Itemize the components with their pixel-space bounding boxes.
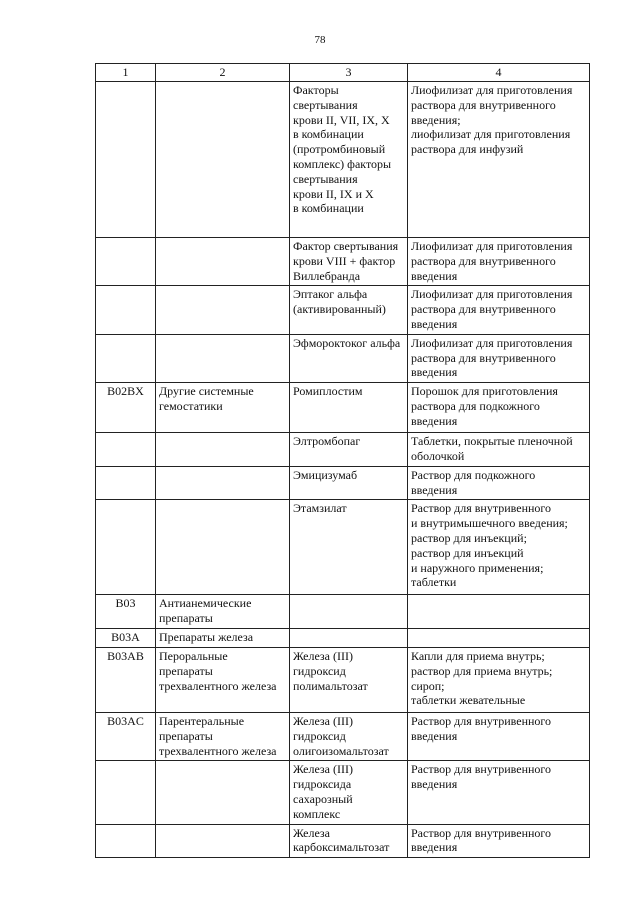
dosage-form-line: раствора для внутривенного [411,253,556,268]
dosage-form-cell [408,595,590,629]
drug-name-line: свертывания [293,171,358,186]
group-name-cell [156,647,290,712]
group-name-cell [156,383,290,433]
table-row [96,383,590,433]
table-header-row [96,64,590,82]
table-row [96,82,590,238]
drug-name-cell [290,712,408,760]
dosage-form-line: раствора для внутривенного [411,350,556,365]
drug-name-cell [290,628,408,647]
column-header: 3 [290,64,408,82]
group-name-cell [156,761,290,824]
dosage-form-line: введения [411,482,458,497]
drug-name-line: сахарозный [293,791,353,806]
table-row [96,433,590,467]
drug-name-line: Железа (III) [293,713,353,728]
group-name-line: трехвалентного железа [159,743,277,758]
table-row [96,500,590,595]
dosage-form-line: раствор для инъекций; [411,530,527,545]
dosage-form-line: раствора для внутривенного [411,302,556,317]
group-name-cell [156,334,290,382]
dosage-form-line: Таблетки, покрытые пленочной [411,434,573,449]
drug-name-cell [290,238,408,286]
dosage-form-line: Лиофилизат для приготовления [411,335,573,350]
drug-name-cell [290,647,408,712]
drug-name-line: гидроксида [293,777,352,792]
group-name-cell [156,466,290,500]
drug-name-cell [290,433,408,467]
atc-code-cell [96,647,156,712]
drug-name-cell [290,824,408,858]
atc-code-cell [96,433,156,467]
drug-name-line: крови II, VII, IX, X [293,112,390,127]
dosage-form-cell [408,82,590,238]
atc-code-cell [96,466,156,500]
drug-name-line: в комбинации [293,201,364,216]
atc-code-cell [96,628,156,647]
group-name-cell [156,82,290,238]
group-name-cell [156,595,290,629]
dosage-form-line: введения [411,365,458,380]
table-row [96,761,590,824]
group-name-line: Препараты железа [159,629,254,644]
drug-name-line: полимальтозат [293,678,368,693]
drug-name-cell [290,334,408,382]
drug-name-line: карбоксимальтозат [293,840,390,855]
dosage-form-line: оболочкой [411,448,465,463]
dosage-form-cell [408,712,590,760]
drug-name-cell [290,383,408,433]
dosage-form-line: раствора для внутривенного [411,97,556,112]
drug-name-line: Эфмороктоког альфа [293,335,401,350]
atc-code-cell [96,82,156,238]
drug-name-line: Этамзилат [293,501,347,516]
dosage-form-line: введения; [411,112,461,127]
dosage-form-cell [408,647,590,712]
drug-name-line: Виллебранда [293,268,361,283]
dosage-form-cell [408,824,590,858]
dosage-form-line: Капли для приема внутрь; [411,648,545,663]
group-name-line: Пероральные [159,648,228,663]
dosage-form-line: раствора для подкожного [411,398,540,413]
dosage-form-line: введения [411,777,458,792]
group-name-line: Другие системные [159,384,254,399]
dosage-form-line: раствор для приема внутрь; [411,663,553,678]
atc-code-cell [96,286,156,334]
atc-code-cell [96,712,156,760]
drug-name-line: Факторы [293,83,339,97]
dosage-form-line: введения [411,316,458,331]
atc-code-cell [96,595,156,629]
table-row [96,334,590,382]
group-name-line: Антианемические [159,596,252,611]
atc-code: B03A [111,629,140,644]
dosage-form-line: Лиофилизат для приготовления [411,83,573,97]
dosage-form-line: таблетки [411,575,457,590]
drug-name-line: гидроксид [293,663,346,678]
drug-name-line: Элтромбопаг [293,434,361,449]
dosage-form-line: введения [411,268,458,283]
dosage-form-cell [408,238,590,286]
group-name-cell [156,628,290,647]
dosage-form-line: раствор для инъекций [411,545,524,560]
drug-name-line: свертывания [293,97,358,112]
atc-code-cell [96,238,156,286]
dosage-form-line: Раствор для подкожного [411,467,536,482]
drug-name-line: Железа [293,825,330,840]
atc-code-cell [96,500,156,595]
dosage-form-line: Лиофилизат для приготовления [411,287,573,302]
table-row [96,824,590,858]
group-name-cell [156,712,290,760]
drug-name-line: комплекс) факторы [293,156,392,171]
drug-name-line: Эптаког альфа [293,287,368,302]
dosage-form-cell [408,334,590,382]
dosage-form-line: Раствор для внутривенного [411,501,552,516]
dosage-form-line: и внутримышечного введения; [411,516,568,531]
dosage-form-line: Раствор для внутривенного [411,762,552,777]
atc-code-cell [96,334,156,382]
dosage-form-line: введения [411,413,458,428]
dosage-form-line: введения [411,728,458,743]
dosage-form-cell [408,383,590,433]
drug-name-cell [290,595,408,629]
drug-name-cell [290,286,408,334]
dosage-form-cell [408,761,590,824]
group-name-cell [156,824,290,858]
dosage-form-cell [408,433,590,467]
group-name-cell [156,238,290,286]
drug-name-cell [290,82,408,238]
drug-name-line: крови VIII + фактор [293,253,396,268]
atc-code-cell [96,383,156,433]
dosage-form-cell [408,628,590,647]
dosage-form-line: Порошок для приготовления [411,384,558,399]
atc-code: B03AC [107,713,144,728]
group-name-line: препараты [159,728,213,743]
dosage-form-line: сироп; [411,678,445,693]
group-name-cell [156,500,290,595]
group-name-line: препараты [159,663,213,678]
drug-table [95,63,590,858]
drug-name-line: (активированный) [293,302,386,317]
atc-code: B03 [115,596,136,611]
drug-name-line: Железа (III) [293,762,353,777]
drug-name-cell [290,761,408,824]
table-row [96,628,590,647]
table-row [96,466,590,500]
dosage-form-cell [408,500,590,595]
column-header: 1 [96,64,156,82]
drug-name-line: (протромбиновый [293,142,386,157]
dosage-form-cell [408,466,590,500]
group-name-line: Парентеральные [159,713,245,728]
group-name-cell [156,286,290,334]
dosage-form-line: лиофилизат для приготовления [411,127,571,142]
dosage-form-line: Лиофилизат для приготовления [411,239,573,253]
page-number: 78 [314,34,326,46]
drug-name-line: в комбинации [293,127,364,142]
atc-code-cell [96,761,156,824]
group-name-line: гемостатики [159,398,223,413]
drug-name-line: гидроксид [293,728,346,743]
dosage-form-line: введения [411,840,458,855]
drug-name-line: Эмицизумаб [293,467,358,482]
atc-code-cell [96,824,156,858]
drug-name-line: Фактор свертывания [293,239,399,253]
dosage-form-line: и наружного применения; [411,560,544,575]
dosage-form-line: таблетки жевательные [411,693,526,708]
table-row [96,712,590,760]
drug-name-line: комплекс [293,806,341,821]
table-row [96,647,590,712]
column-header: 4 [408,64,590,82]
dosage-form-line: раствора для инфузий [411,142,524,157]
dosage-form-cell [408,286,590,334]
group-name-line: трехвалентного железа [159,678,277,693]
drug-name-line: крови II, IX и X [293,186,374,201]
drug-name-line: Железа (III) [293,648,353,663]
table-row [96,595,590,629]
table-row [96,286,590,334]
dosage-form-line: Раствор для внутривенного [411,713,552,728]
table-row [96,238,590,286]
drug-name-line: Ромиплостим [293,384,363,399]
drug-name-line: олигоизомальтозат [293,743,389,758]
drug-name-cell [290,466,408,500]
column-header: 2 [156,64,290,82]
group-name-cell [156,433,290,467]
dosage-form-line: Раствор для внутривенного [411,825,552,840]
atc-code: B02BX [107,384,144,399]
atc-code: B03AB [107,648,144,663]
drug-name-cell [290,500,408,595]
group-name-line: препараты [159,611,213,626]
